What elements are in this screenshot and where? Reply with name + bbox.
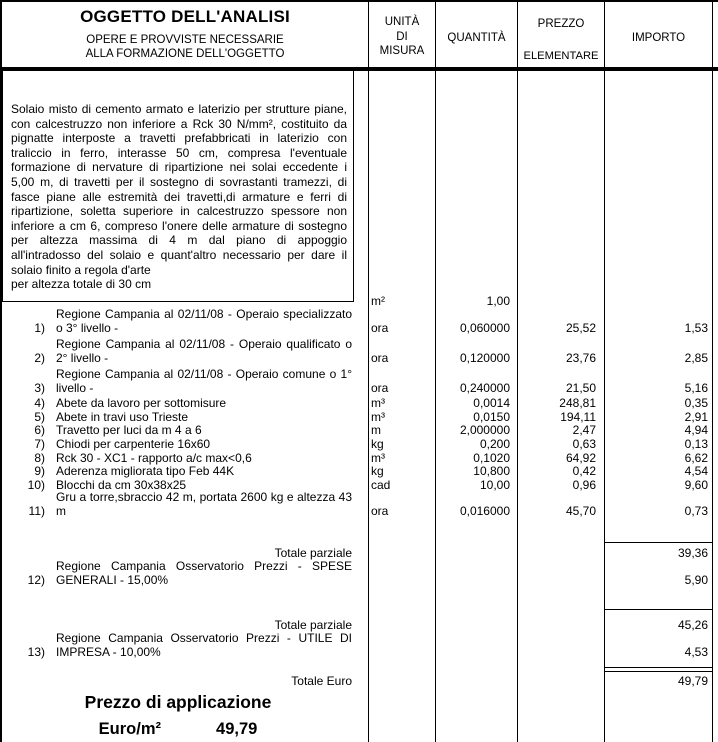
- column-header-amount: IMPORTO: [631, 32, 686, 44]
- item-row: [0, 632, 712, 659]
- column-divider-amount-edge: [712, 0, 713, 742]
- item-text: Regione Campania Osservatorio Prezzi - SPESE GENERALI - 15,00%: [56, 559, 352, 587]
- item-number: 4): [34, 395, 45, 410]
- quantity-value: 0,120000: [459, 350, 510, 365]
- unit-value: m³: [371, 395, 385, 410]
- total-label: Totale parziale: [274, 617, 352, 632]
- item-number: 11): [28, 503, 45, 518]
- item-text: Chiodi per carpenterie 16x60: [56, 436, 211, 451]
- header-object-cell: [2, 7, 368, 61]
- total-label: Totale parziale: [274, 545, 352, 560]
- amount-value: 1,53: [684, 320, 708, 335]
- item-row: [0, 338, 712, 365]
- amount-value: 0,73: [684, 503, 708, 518]
- item-row: [0, 308, 712, 335]
- amount-divider: [605, 542, 712, 543]
- item-text: Regione Campania al 02/11/08 - Operaio specializzato o 3° livello -: [56, 307, 352, 335]
- unit-value: m³: [371, 450, 385, 465]
- item-number: 6): [34, 422, 45, 437]
- page-subtitle-line1: OPERE E PROVVISTE NECESSARIE: [86, 34, 284, 46]
- item-number: 12): [27, 572, 45, 587]
- item-row: [0, 423, 712, 437]
- price-value: 0,42: [572, 463, 596, 478]
- column-header-unit-line2: DI: [396, 30, 408, 43]
- page-title: OGGETTO DELL'ANALISI: [80, 7, 290, 26]
- price-value: 194,11: [560, 409, 596, 424]
- price-value: 25,52: [565, 320, 596, 335]
- work-height-note: per altezza totale di 30 cm: [11, 277, 152, 292]
- amount-value: 39,36: [677, 545, 708, 560]
- amount-divider: [605, 609, 712, 610]
- amount-divider-double-lower: [605, 671, 712, 672]
- amount-value: 5,90: [684, 572, 708, 587]
- amount-value: 4,53: [684, 644, 708, 659]
- amount-value: 49,79: [677, 673, 708, 688]
- price-value: 64,92: [565, 450, 596, 465]
- quantity-value: 0,016000: [459, 503, 510, 518]
- unit-value: ora: [371, 350, 389, 365]
- quantity-value: 0,1020: [473, 450, 510, 465]
- unit-value: ora: [371, 320, 389, 335]
- work-description-box: [2, 71, 354, 302]
- price-value: 0,63: [572, 436, 596, 451]
- amount-value: 0,35: [684, 395, 708, 410]
- amount-value: 0,13: [684, 436, 708, 451]
- total-row: [0, 546, 712, 560]
- quantity-value: 10,00: [479, 477, 510, 492]
- item-text: Travetto per luci da m 4 a 6: [56, 422, 202, 437]
- column-header-unit-line1: UNITÀ: [384, 16, 420, 28]
- application-price-row: [2, 720, 354, 739]
- unit-value: ora: [371, 380, 389, 395]
- quantity-value: 0,0014: [473, 395, 510, 410]
- item-text: Rck 30 - XC1 - rapporto a/c max<0,6: [56, 450, 252, 465]
- quantity-value: 10,800: [473, 463, 510, 478]
- column-header-price-line1: PREZZO: [537, 18, 585, 30]
- unit-value: m³: [371, 409, 385, 424]
- item-row: [0, 368, 712, 395]
- application-price-label: Prezzo di applicazione: [84, 692, 272, 712]
- work-description-text: Solaio misto di cemento armato e laterizio per strutture piane, con calcestruzzo non inferiore a Rck 30 N/mm², costituito da pignatte interposte a travetti prefabbricati in laterizio con traliccio in ferro, interasse 50 cm, compresa l'eventuale formazione di nervature di ripartizione nei solai eccedente i 5,00 m, di travetti per il sostegno di sovrastanti tramezzi, di fasce piane alle estremità dei travetti,di armature e ferri di ripartizione, soletta superiore in calcestruzzo spessore non inferiore a cm 6, compreso l'onere delle armature di sostegno per altezza massima di 4 m dal piano di appoggio all'intradosso del solaio e quant'altro necessario per dare il solaio finito a regola d'arte: [11, 102, 347, 277]
- price-value: 248,81: [559, 395, 596, 410]
- item-number: 2): [34, 350, 45, 365]
- item-text: Blocchi da cm 30x38x25: [56, 477, 187, 492]
- item-row: [0, 396, 712, 410]
- item-row: [0, 410, 712, 424]
- item-number: 1): [34, 320, 45, 335]
- item-text: Regione Campania al 02/11/08 - Operaio comune o 1° livello -: [56, 367, 352, 395]
- amount-value: 2,85: [684, 350, 708, 365]
- price-value: 23,76: [565, 350, 596, 365]
- item-text: Regione Campania Osservatorio Prezzi - UTILE DI IMPRESA - 10,00%: [56, 631, 352, 659]
- application-price-value: 49,79: [216, 720, 258, 738]
- column-header-quantity: QUANTITÀ: [447, 32, 506, 44]
- unit-value: ora: [371, 503, 389, 518]
- total-row: [0, 618, 712, 632]
- price-value: 45,70: [565, 503, 596, 518]
- amount-divider-double-upper: [605, 667, 712, 668]
- total-row: [0, 674, 712, 688]
- item-row: [0, 437, 712, 451]
- price-value: 2,47: [572, 422, 596, 437]
- item-number: 3): [34, 380, 45, 395]
- quantity-value: 0,200: [479, 436, 510, 451]
- price-value: 21,50: [565, 380, 596, 395]
- item-row: [0, 491, 712, 518]
- unit-value: kg: [371, 436, 384, 451]
- item-number: 10): [27, 477, 45, 492]
- item-text: Regione Campania al 02/11/08 - Operaio qualificato o 2° livello -: [56, 337, 352, 365]
- amount-value: 45,26: [677, 617, 708, 632]
- total-label: Totale Euro: [291, 673, 352, 688]
- item-number: 8): [34, 450, 45, 465]
- table-top-border: [0, 0, 718, 2]
- quantity-value: 0,060000: [459, 320, 510, 335]
- measure-row: [0, 294, 712, 308]
- item-number: 7): [34, 436, 45, 451]
- item-row: [0, 451, 712, 465]
- column-header-unit-line3: MISURA: [379, 45, 425, 57]
- quantity-value: 1,00: [486, 293, 510, 308]
- amount-value: 4,94: [684, 422, 708, 437]
- quantity-value: 0,240000: [459, 380, 510, 395]
- quantity-value: 0,0150: [473, 409, 510, 424]
- amount-value: 6,62: [684, 450, 708, 465]
- unit-value: m²: [371, 293, 385, 308]
- unit-value: kg: [371, 463, 384, 478]
- unit-value: cad: [371, 477, 391, 492]
- item-number: 9): [34, 463, 45, 478]
- unit-value: m: [371, 422, 381, 437]
- item-text: Abete da lavoro per sottomisure: [56, 395, 227, 410]
- page-subtitle-line2: ALLA FORMAZIONE DELL'OGGETTO: [85, 48, 285, 60]
- item-text: Aderenza migliorata tipo Feb 44K: [56, 463, 235, 478]
- price-value: 0,96: [572, 477, 596, 492]
- application-price-unit: Euro/m²: [98, 720, 162, 738]
- column-header-unit: [369, 15, 435, 59]
- item-row: [0, 464, 712, 478]
- item-number: 13): [27, 644, 45, 659]
- column-header-price-line2: ELEMENTARE: [523, 50, 599, 62]
- item-number: 5): [34, 409, 45, 424]
- amount-value: 2,91: [684, 409, 708, 424]
- amount-value: 5,16: [684, 380, 708, 395]
- item-row: [0, 560, 712, 587]
- quantity-value: 2,000000: [459, 422, 510, 437]
- item-text: Abete in travi uso Trieste: [56, 409, 189, 424]
- amount-value: 9,60: [684, 477, 708, 492]
- item-text: Gru a torre,sbraccio 42 m, portata 2600 kg e altezza 43 m: [56, 490, 352, 518]
- amount-value: 4,54: [684, 463, 708, 478]
